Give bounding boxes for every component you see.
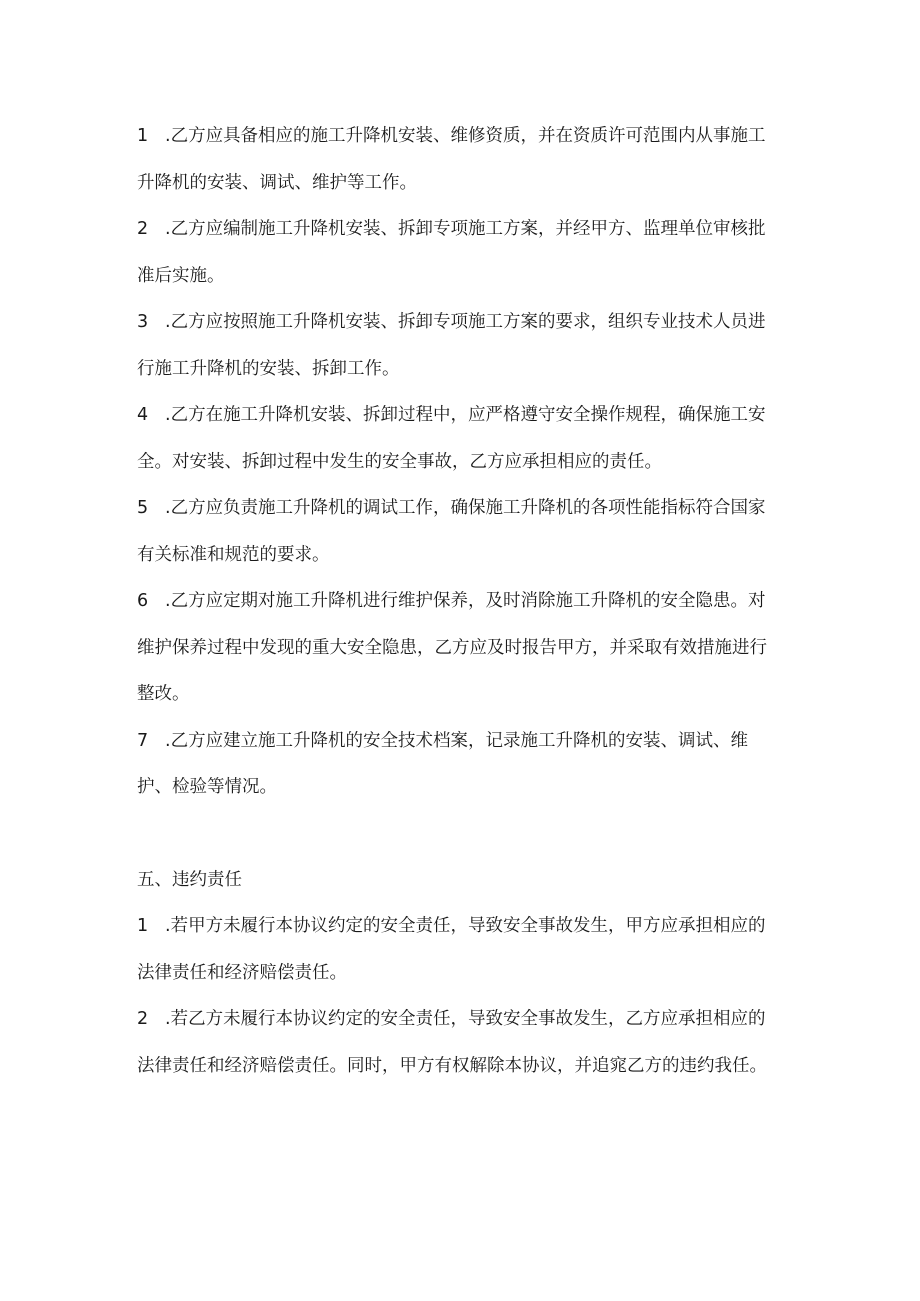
clause-number: 5 (137, 498, 149, 518)
clause-number: 4 (137, 405, 149, 425)
clause-number: 6 (137, 591, 149, 611)
document-body (137, 113, 777, 1089)
clause-2 (137, 206, 777, 299)
clause-7 (137, 718, 777, 811)
clause-6 (137, 578, 777, 718)
clause-text: .乙方应按照施工升降机安装、拆卸专项施工方案的要求，组织专业技术人员进行施工升降机的安装、拆卸工作。 (137, 312, 766, 379)
clause-number: 2 (137, 219, 149, 239)
clause-text: .乙方在施工升降机安装、拆卸过程中，应严格遵守安全操作规程，确保施工安全。对安装、拆卸过程中发生的安全事故，乙方应承担相应的责任。 (137, 405, 766, 472)
clause-text: .乙方应建立施工升降机的安全技术档案，记录施工升降机的安装、调试、维护、检验等情况。 (137, 730, 749, 797)
clause-text: .若甲方未履行本协议约定的安全责任，导致安全事故发生，甲方应承担相应的法律责任和经济赔偿责任。 (137, 916, 766, 983)
section-heading: 五、违约责任 (137, 869, 242, 890)
clause-5 (137, 485, 777, 578)
clause-text: .若乙方未履行本协议约定的安全责任，导致安全事故发生，乙方应承担相应的法律责任和经济赔偿责任。同时，甲方有权解除本协议，并追窕乙方的违约我任。 (137, 1009, 767, 1076)
clause-text: .乙方应定期对施工升降机进行维护保养，及时消除施工升降机的安全隐患。对维护保养过程中发现的重大安全隐患，乙方应及时报告甲方，并采取有效措施进行整改。 (137, 591, 767, 704)
clause-1 (137, 113, 777, 206)
clause-text: .乙方应负责施工升降机的调试工作，确保施工升降机的各项性能指标符合国家有关标准和规范的要求。 (137, 498, 766, 565)
breach-clause-2 (137, 996, 777, 1089)
clause-number: 2 (137, 1009, 149, 1029)
clause-number: 3 (137, 312, 149, 332)
clause-text: .乙方应编制施工升降机安装、拆卸专项施工方案，并经甲方、监理单位审核批准后实施。 (137, 219, 766, 286)
clause-number: 1 (137, 126, 149, 146)
breach-clause-1 (137, 903, 777, 996)
clause-number: 7 (137, 730, 149, 751)
clause-text: .乙方应具备相应的施工升降机安装、维修资质，并在资质许可范围内从事施工升降机的安装、调试、维护等工作。 (137, 126, 766, 193)
section-spacer (137, 811, 777, 857)
clause-number: 1 (137, 916, 149, 936)
clause-4 (137, 392, 777, 485)
clause-3 (137, 299, 777, 392)
